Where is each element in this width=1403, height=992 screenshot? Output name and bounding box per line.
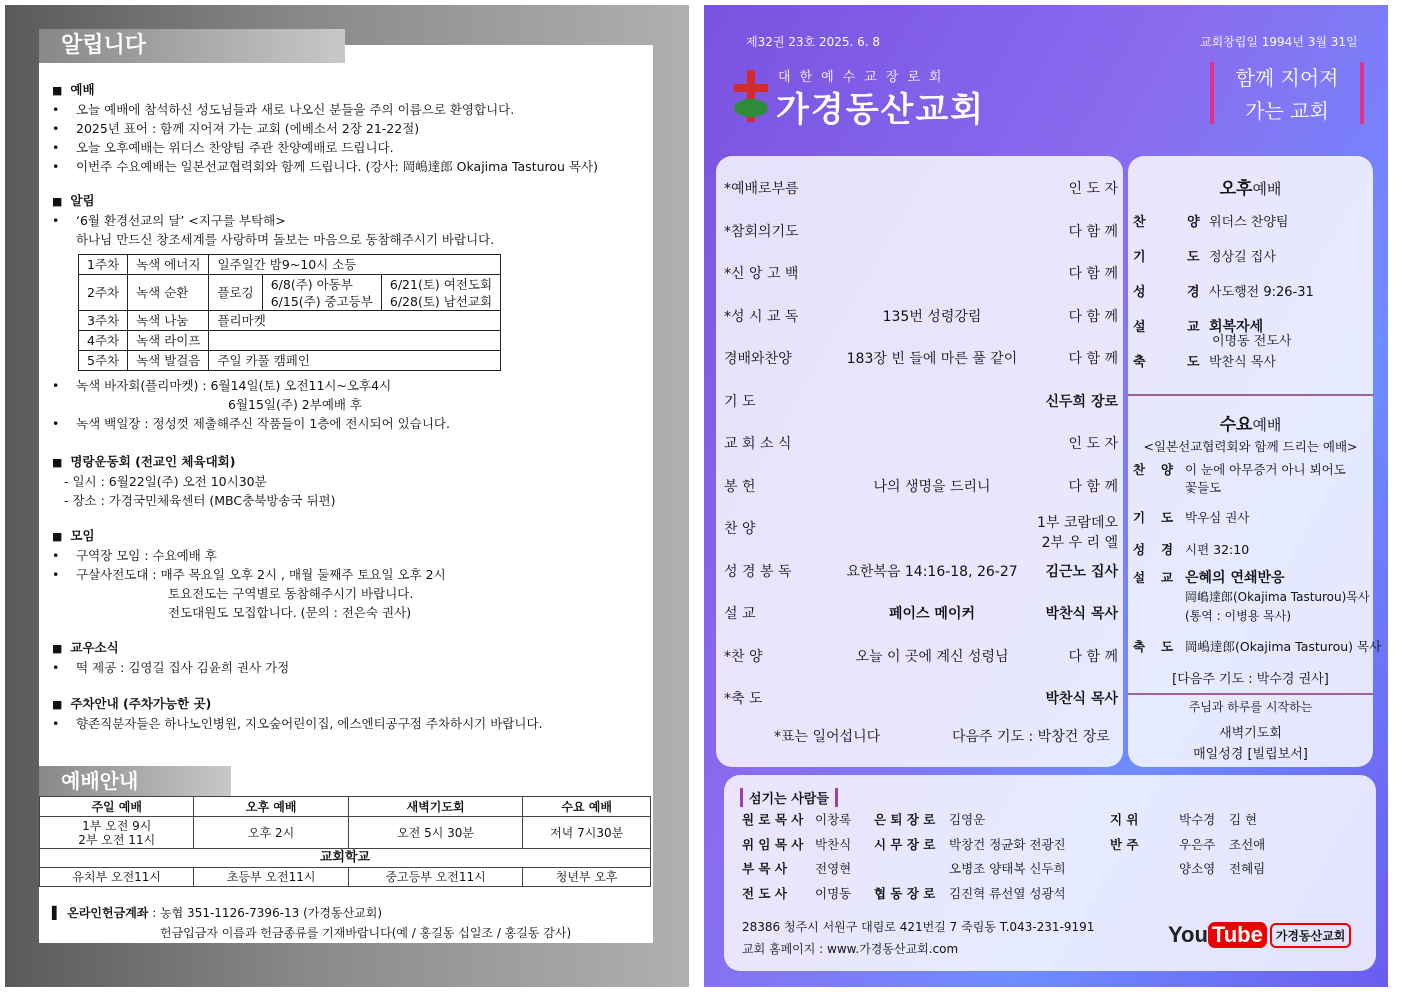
server-cell: 오병조 양태복 신두희	[949, 861, 1066, 876]
server-cell: 부 목 사	[742, 861, 787, 876]
issue-info: 제32권 23호 2025. 6. 8	[746, 35, 881, 49]
server-cell: 시 무 장 로	[874, 836, 936, 852]
dawn-prayer: 새벽기도회	[1219, 726, 1282, 741]
order-item: 찬 양	[724, 521, 756, 537]
bazaar-items: • 녹색 바자회(플리마켓) : 6월14일(토) 오전11시~오후4시 6월15일(주) 2부예배 후 • 녹색 백일장 : 정성껏 제출해주신 작품들이 1층에 전시되어 있습니다.	[52, 376, 642, 433]
divider	[1128, 693, 1373, 695]
order-leader: 인 도 자	[1068, 181, 1118, 197]
order-detail: 183장 빈 들에 마른 풀 같이	[846, 351, 1018, 367]
next-prayer: 다음주 기도 : 박창건 장로	[952, 729, 1110, 745]
address: 28386 청주시 서원구 대림로 421번길 7 죽림동 T.043-231-9191	[742, 920, 1095, 934]
wed-row: 성 경 시편 32:10	[1133, 542, 1250, 557]
divider	[1128, 394, 1373, 396]
wed-row: 설 교 은혜의 연쇄반응	[1133, 570, 1285, 586]
order-item: *신 앙 고 백	[724, 266, 799, 282]
order-leader: 인 도 자	[1068, 436, 1118, 452]
church-motto: 함께 지어져 가는 교회	[1210, 62, 1364, 124]
server-cell: 위 임 목 사	[742, 836, 804, 852]
server-cell: 조선애	[1229, 836, 1266, 852]
server-cell: 반 주	[1110, 836, 1139, 852]
wed-row: 찬 양 이 눈에 아무증거 아니 뵈어도	[1133, 462, 1346, 477]
server-cell: 김 현	[1229, 812, 1258, 827]
environment-table: 1주차 녹색 에너지 일주일간 밤9~10시 소등 2주차 녹색 순환 플로깅 6/8(주) 아동부 6/15(주) 중고등부 6/21(토) 여전도회 6/28(토) 남선교회 3주차 녹색 나눔 플리마켓 4주차 녹색 라이프 5주차 녹색 발걸음 주일 카풀 캠페인	[78, 254, 501, 371]
server-cell: 박창건 정균화 전광진	[949, 836, 1066, 852]
order-detail: 오늘 이 곳에 계신 성령님	[855, 648, 1009, 665]
server-cell: 협 동 장 로	[874, 885, 936, 901]
wed-title: 수요예배	[1219, 415, 1282, 435]
wed-row: 축 도 岡嶋達郎(Okajima Tasturou) 목사	[1133, 639, 1382, 654]
order-row	[724, 221, 1124, 241]
order-row	[724, 178, 1124, 198]
notice-section: ■ 알림 • ‘6월 환경선교의 달’ <지구를 부탁해> 하나님 만드신 창조세계를 사랑하며 돌보는 마음으로 동참해주시기 바랍니다.	[52, 191, 642, 249]
order-row	[724, 433, 1124, 453]
order-row	[724, 263, 1124, 283]
daily-bible: 매일성경 [빌립보서]	[1193, 747, 1308, 762]
worship-section: ■ 예배 • 오늘 예배에 참석하신 성도님들과 새로 나오신 분들을 주의 이름으로 환영합니다. • 2025년 표어 : 함께 지어져 가는 교회 (에베소서 2장 21-22절) • 오늘 오후예배는 위더스 찬양팀 주관 찬양예배로 드립니다. • 이번주 수요예배는 일본선교협력회와 함께 드립니다. (강사: 岡嶋達郎 Okajima Tasturou 목사)	[52, 80, 642, 176]
server-cell: 박수경	[1179, 812, 1216, 827]
pm-row: 찬 양 위더스 찬양팀	[1133, 215, 1289, 230]
server-cell: 김진혁 류선열 성광석	[949, 885, 1066, 901]
sports-section: ■ 명랑운동회 (전교인 체육대회) - 일시 : 6월22일(주) 오전 10시30분 - 장소 : 가경국민체육센터 (MBC충북방송국 뒤편)	[52, 452, 642, 510]
server-cell: 원 로 목 사	[742, 812, 804, 827]
founded-date: 교회창립일 1994년 3월 31일	[1200, 35, 1358, 49]
order-leader: 다 함 께	[1068, 351, 1118, 367]
server-cell: 김영운	[949, 812, 986, 827]
church-cross-logo	[732, 70, 770, 122]
order-detail: 나의 생명을 드리니	[873, 478, 991, 495]
stand-note: *표는 일어섭니다	[774, 729, 881, 745]
order-item: *찬 양	[724, 648, 763, 665]
order-item: 봉 헌	[724, 478, 756, 495]
wed-row: 기 도 박우심 권사	[1133, 510, 1250, 525]
order-item: *참회의기도	[724, 223, 799, 240]
server-cell: 박찬식	[815, 836, 852, 852]
order-row	[724, 561, 1124, 581]
pm-row: 축 도 박찬식 목사	[1133, 355, 1276, 370]
order-item: *축 도	[724, 691, 763, 707]
order-row	[724, 348, 1124, 368]
servers-title: 섬기는 사람들	[740, 788, 838, 807]
pm-row: 설 교 회복자세	[1133, 319, 1264, 335]
bank-info: ▌ 온라인헌금계좌 : 농협 351-1126-7396-13 (가경동산교회) 헌금입금자 이름과 헌금종류를 기재바랍니다(예 / 홍길동 십일조 / 홍길동 감사)	[52, 906, 572, 940]
order-row	[724, 688, 1124, 708]
order-row	[724, 476, 1124, 496]
server-cell: 은 퇴 장 로	[874, 812, 936, 827]
server-cell: 전영현	[815, 861, 852, 876]
order-row	[724, 603, 1124, 623]
order-leader: 다 함 께	[1068, 648, 1118, 665]
server-cell: 우은주	[1179, 836, 1216, 852]
order-detail: 요한복음 14:16-18, 26-27	[846, 563, 1018, 580]
order-leader: 1부 코람데오	[1037, 515, 1118, 531]
order-row	[724, 515, 1124, 551]
server-cell: 전혜림	[1229, 861, 1266, 876]
service-times-table: 주일 예배 오후 예배 새벽기도회 수요 예배 1부 오전 9시 2부 오전 11시 오후 2시 오전 5시 30분 저녁 7시30분 교회학교 유치부 오전11시 초등부 오전11시 중고등부 오전11시 청년부 오후	[39, 796, 651, 887]
order-row	[724, 646, 1124, 666]
parking-section: ■ 주차안내 (주차가능한 곳) • 향존직분자들은 하나노인병원, 지오숲어린이집, 에스엔티공구점 주차하시기 바랍니다.	[52, 694, 642, 733]
server-cell: 이창록	[815, 812, 852, 827]
order-item: 성 경 봉 독	[724, 563, 792, 580]
order-leader: 2부 우 리 엘	[1041, 535, 1118, 551]
order-detail: 페이스 메이커	[888, 606, 976, 622]
pm-row: 성 경 사도행전 9:26-31	[1133, 285, 1314, 300]
meeting-section: ■ 모임 • 구역장 모임 : 수요예배 후 • 구살사전도대 : 매주 목요일 오후 2시 , 매월 둘째주 토요일 오후 2시 토요전도는 구역별로 동참해주시기 바랍니다. 전도대원도 모집합니다. (문의 : 전은숙 권사)	[52, 526, 642, 622]
notice-header: 알립니다	[39, 29, 345, 63]
order-leader: 박찬식 목사	[1045, 691, 1118, 707]
order-leader: 김근노 집사	[1045, 563, 1118, 580]
order-item: 설 교	[724, 606, 756, 622]
server-cell: 전 도 사	[742, 885, 787, 901]
pm-title: 오후예배	[1219, 179, 1282, 199]
order-item: *성 시 교 독	[724, 308, 799, 325]
wed-speaker: 岡嶋達郎(Okajima Tasturou)목사	[1185, 590, 1370, 604]
youtube-logo[interactable]: You Tube 가경동산교회	[1168, 922, 1351, 948]
dawn-slogan: 주님과 하루를 시작하는	[1188, 700, 1313, 714]
order-detail: 135번 성령강림	[882, 308, 982, 325]
wed-subtitle: <일본선교협력회와 함께 드리는 예배>	[1143, 439, 1358, 454]
order-item: 경배와찬양	[724, 351, 792, 367]
order-item: *예배로부름	[724, 181, 799, 197]
order-row	[724, 391, 1124, 411]
church-name: 가경동산교회	[776, 90, 986, 130]
order-leader: 신두희 장로	[1045, 393, 1118, 410]
order-panel	[716, 156, 1123, 767]
order-leader: 다 함 께	[1068, 478, 1118, 495]
homepage: 교회 홈페이지 : www.가경동산교회.com	[742, 942, 959, 956]
order-leader: 박찬식 목사	[1045, 606, 1118, 622]
order-leader: 다 함 께	[1068, 223, 1118, 240]
server-cell: 양소영	[1179, 861, 1216, 876]
pm-row: 기 도 정상길 집사	[1133, 250, 1276, 265]
order-item: 기 도	[724, 393, 756, 410]
wed-interpreter: (통역 : 이병용 목사)	[1185, 609, 1291, 623]
order-leader: 다 함 께	[1068, 266, 1118, 282]
order-item: 교 회 소 식	[724, 436, 792, 452]
pm-preacher: 이명동 전도사	[1212, 334, 1292, 349]
server-cell: 이명동	[815, 885, 852, 901]
server-cell: 지 위	[1110, 812, 1139, 827]
order-leader: 다 함 께	[1068, 308, 1118, 325]
wed-next-prayer: [다음주 기도 : 박수경 권사]	[1172, 672, 1329, 687]
order-row	[724, 306, 1124, 326]
service-header: 예배안내	[39, 766, 231, 796]
member-news-section: ■ 교우소식 • 떡 제공 : 김영길 집사 김윤희 권사 가정	[52, 638, 642, 677]
wed-hymn-line2: 꽃들도	[1185, 480, 1222, 495]
denomination: 대한예수교장로회	[778, 70, 951, 85]
